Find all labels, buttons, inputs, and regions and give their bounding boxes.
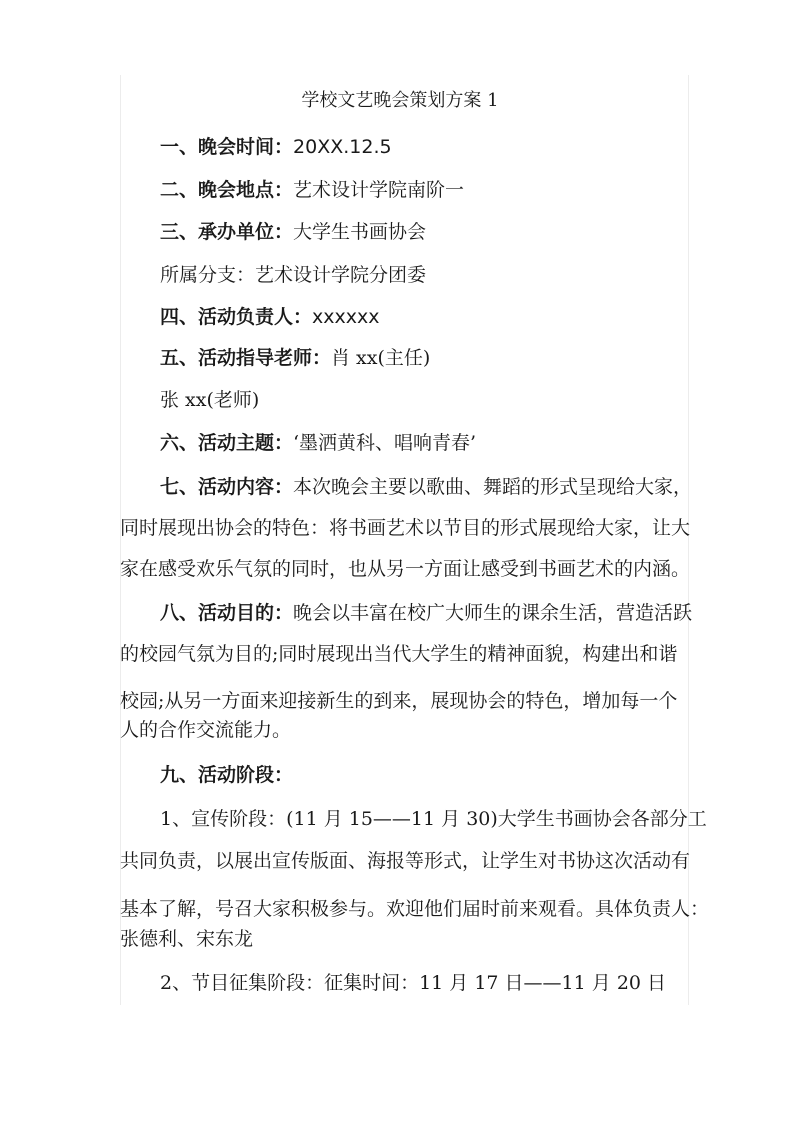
- stage1-line-3: 基本了解，号召大家积极参与。欢迎他们届时前来观看。具体负责人：: [120, 898, 710, 920]
- time-label: 一、晚会时间：: [160, 136, 294, 158]
- advisor-value: 肖 xx(主任): [331, 347, 431, 369]
- venue-value: 艺术设计学院南阶一: [293, 179, 465, 201]
- content-line-3: 家在感受欢乐气氛的同时，也从另一方面让感受到书画艺术的内涵。: [120, 558, 691, 580]
- advisor-value-2: 张 xx(老师): [160, 389, 260, 411]
- stage2-line-1: 2、节目征集阶段：征集时间：11 月 17 日——11 月 20 日: [160, 972, 667, 994]
- stages-heading: 九、活动阶段：: [160, 764, 294, 786]
- content-text-1: 本次晚会主要以歌曲、舞蹈的形式呈现给大家，: [293, 476, 693, 498]
- leader-line: [160, 304, 379, 330]
- organizer-line: [160, 219, 426, 245]
- purpose-label: 八、活动目的：: [160, 602, 294, 624]
- leader-label: 四、活动负责人：: [160, 306, 313, 328]
- purpose-line-4: 人的合作交流能力。: [120, 719, 292, 741]
- content-label: 七、活动内容：: [160, 476, 294, 498]
- stage1-line-2: 共同负责，以展出宣传版面、海报等形式，让学生对书协这次活动有: [120, 850, 691, 872]
- purpose-line-1: [160, 600, 692, 626]
- content-line-2: 同时展现出协会的特色：将书画艺术以节目的形式展现给大家，让大: [120, 517, 691, 539]
- time-line: [160, 134, 392, 160]
- venue-label: 二、晚会地点：: [160, 179, 294, 201]
- venue-line: [160, 177, 464, 203]
- time-value: 20XX.12.5: [293, 136, 392, 158]
- organizer-label: 三、承办单位：: [160, 221, 294, 243]
- advisor-line: [160, 345, 430, 371]
- stage1-line-4: 张德利、宋东龙: [120, 928, 254, 950]
- theme-value: ‘墨洒黄科、唱响青春’: [293, 432, 477, 454]
- purpose-line-3: 校园;从另一方面来迎接新生的到来，展现协会的特色，增加每一个: [120, 690, 678, 712]
- leader-value: xxxxxx: [312, 306, 380, 328]
- branch-text: 所属分支：艺术设计学院分团委: [160, 264, 427, 286]
- organizer-value: 大学生书画协会: [293, 221, 427, 243]
- advisor-line-2: [160, 387, 259, 413]
- theme-line: [160, 430, 476, 456]
- stage1-line-1: 1、宣传阶段：(11 月 15——11 月 30)大学生书画协会各部分工: [160, 808, 707, 830]
- branch-line: [160, 262, 426, 288]
- theme-label: 六、活动主题：: [160, 432, 294, 454]
- purpose-text-1: 晚会以丰富在校广大师生的课余生活，营造活跃: [293, 602, 693, 624]
- document-title: 学校文艺晚会策划方案 1: [301, 90, 499, 111]
- advisor-label: 五、活动指导老师：: [160, 347, 332, 369]
- purpose-line-2: 的校园气氛为目的;同时展现出当代大学生的精神面貌，构建出和谐: [120, 643, 678, 665]
- content-line-1: [160, 474, 692, 500]
